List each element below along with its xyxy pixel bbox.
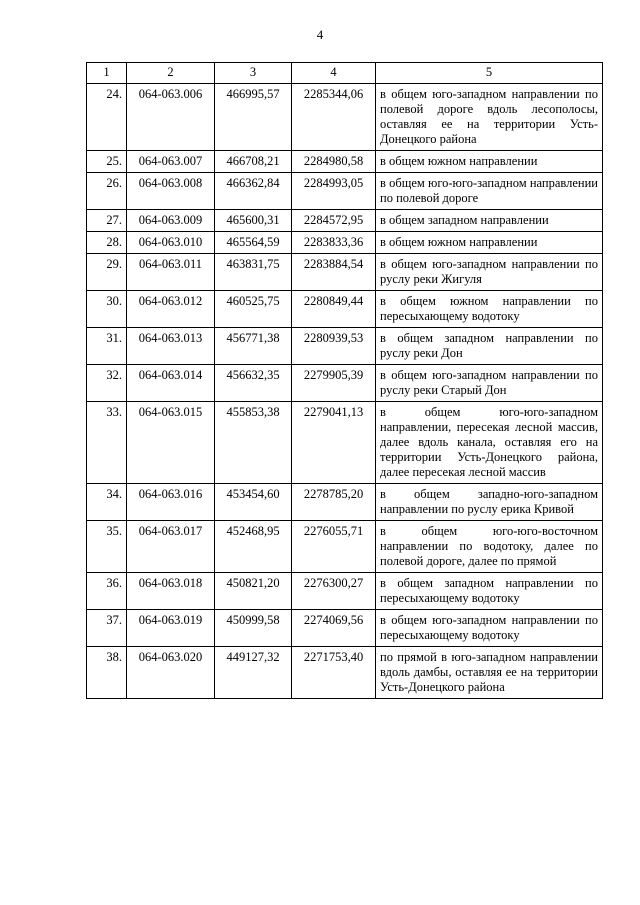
coord-x: 460525,75 xyxy=(215,291,292,328)
point-code: 064-063.009 xyxy=(127,210,215,232)
row-number: 36. xyxy=(87,573,127,610)
boundary-points-table xyxy=(86,62,603,699)
direction-description: в общем западно-юго-западном направлении по руслу ерика Кривой xyxy=(376,484,603,521)
point-code: 064-063.010 xyxy=(127,232,215,254)
row-number: 26. xyxy=(87,173,127,210)
coord-y: 2283833,36 xyxy=(292,232,376,254)
table-body xyxy=(87,84,603,699)
row-number: 33. xyxy=(87,402,127,484)
coord-y: 2278785,20 xyxy=(292,484,376,521)
coord-y: 2279905,39 xyxy=(292,365,376,402)
coord-x: 465564,59 xyxy=(215,232,292,254)
coord-x: 466708,21 xyxy=(215,151,292,173)
coord-y: 2285344,06 xyxy=(292,84,376,151)
coord-y: 2284980,58 xyxy=(292,151,376,173)
coord-y: 2279041,13 xyxy=(292,402,376,484)
table-row xyxy=(87,173,603,210)
header-col-4: 4 xyxy=(292,63,376,84)
row-number: 25. xyxy=(87,151,127,173)
point-code: 064-063.015 xyxy=(127,402,215,484)
table-row xyxy=(87,328,603,365)
row-number: 31. xyxy=(87,328,127,365)
table-row xyxy=(87,210,603,232)
point-code: 064-063.014 xyxy=(127,365,215,402)
table-header-row xyxy=(87,63,603,84)
coord-x: 449127,32 xyxy=(215,647,292,699)
coord-x: 455853,38 xyxy=(215,402,292,484)
coord-y: 2271753,40 xyxy=(292,647,376,699)
header-col-5: 5 xyxy=(376,63,603,84)
point-code: 064-063.020 xyxy=(127,647,215,699)
table-row xyxy=(87,521,603,573)
coord-x: 453454,60 xyxy=(215,484,292,521)
table-row xyxy=(87,484,603,521)
point-code: 064-063.007 xyxy=(127,151,215,173)
table-row xyxy=(87,84,603,151)
point-code: 064-063.018 xyxy=(127,573,215,610)
direction-description: в общем юго-юго-западном направлении по полевой дороге xyxy=(376,173,603,210)
coord-x: 466995,57 xyxy=(215,84,292,151)
table-row xyxy=(87,573,603,610)
direction-description: в общем западном направлении xyxy=(376,210,603,232)
row-number: 29. xyxy=(87,254,127,291)
direction-description: в общем юго-юго-восточном направлении по водотоку, далее по полевой дороге, далее по прямой xyxy=(376,521,603,573)
coord-y: 2274069,56 xyxy=(292,610,376,647)
coord-y: 2276055,71 xyxy=(292,521,376,573)
point-code: 064-063.008 xyxy=(127,173,215,210)
point-code: 064-063.011 xyxy=(127,254,215,291)
table-row xyxy=(87,254,603,291)
coord-x: 456632,35 xyxy=(215,365,292,402)
direction-description: в общем южном направлении xyxy=(376,151,603,173)
page-number: 4 xyxy=(316,27,324,42)
header-col-2: 2 xyxy=(127,63,215,84)
table-row xyxy=(87,291,603,328)
row-number: 28. xyxy=(87,232,127,254)
coord-y: 2283884,54 xyxy=(292,254,376,291)
coord-x: 463831,75 xyxy=(215,254,292,291)
table-row xyxy=(87,232,603,254)
coord-x: 456771,38 xyxy=(215,328,292,365)
direction-description: в общем юго-западном направлении по руслу реки Старый Дон xyxy=(376,365,603,402)
table-row xyxy=(87,610,603,647)
coord-y: 2284572,95 xyxy=(292,210,376,232)
header-col-3: 3 xyxy=(215,63,292,84)
row-number: 32. xyxy=(87,365,127,402)
row-number: 38. xyxy=(87,647,127,699)
row-number: 37. xyxy=(87,610,127,647)
direction-description: в общем юго-западном направлении по руслу реки Жигуля xyxy=(376,254,603,291)
coord-x: 450999,58 xyxy=(215,610,292,647)
direction-description: в общем западном направлении по руслу реки Дон xyxy=(376,328,603,365)
row-number: 24. xyxy=(87,84,127,151)
table-row xyxy=(87,402,603,484)
direction-description: по прямой в юго-западном направлении вдоль дамбы, оставляя ее на территории Усть-Донецкого района xyxy=(376,647,603,699)
row-number: 35. xyxy=(87,521,127,573)
row-number: 30. xyxy=(87,291,127,328)
coord-x: 452468,95 xyxy=(215,521,292,573)
coord-x: 466362,84 xyxy=(215,173,292,210)
table-row xyxy=(87,365,603,402)
table-row xyxy=(87,151,603,173)
coord-x: 450821,20 xyxy=(215,573,292,610)
row-number: 27. xyxy=(87,210,127,232)
point-code: 064-063.016 xyxy=(127,484,215,521)
direction-description: в общем юго-юго-западном направлении, пересекая лесной массив, далее вдоль канала, оставляя его на территории Усть-Донецкого района, далее пересекая лесной массив xyxy=(376,402,603,484)
coord-y: 2280939,53 xyxy=(292,328,376,365)
point-code: 064-063.012 xyxy=(127,291,215,328)
direction-description: в общем юго-западном направлении по пересыхающему водотоку xyxy=(376,610,603,647)
direction-description: в общем юго-западном направлении по полевой дороге вдоль лесополосы, оставляя ее на территории Усть-Донецкого района xyxy=(376,84,603,151)
direction-description: в общем южном направлении по пересыхающему водотоку xyxy=(376,291,603,328)
coord-y: 2284993,05 xyxy=(292,173,376,210)
point-code: 064-063.017 xyxy=(127,521,215,573)
table-row xyxy=(87,647,603,699)
coord-y: 2276300,27 xyxy=(292,573,376,610)
point-code: 064-063.006 xyxy=(127,84,215,151)
header-col-1: 1 xyxy=(87,63,127,84)
row-number: 34. xyxy=(87,484,127,521)
point-code: 064-063.013 xyxy=(127,328,215,365)
point-code: 064-063.019 xyxy=(127,610,215,647)
coord-x: 465600,31 xyxy=(215,210,292,232)
direction-description: в общем южном направлении xyxy=(376,232,603,254)
coord-y: 2280849,44 xyxy=(292,291,376,328)
direction-description: в общем западном направлении по пересыхающему водотоку xyxy=(376,573,603,610)
